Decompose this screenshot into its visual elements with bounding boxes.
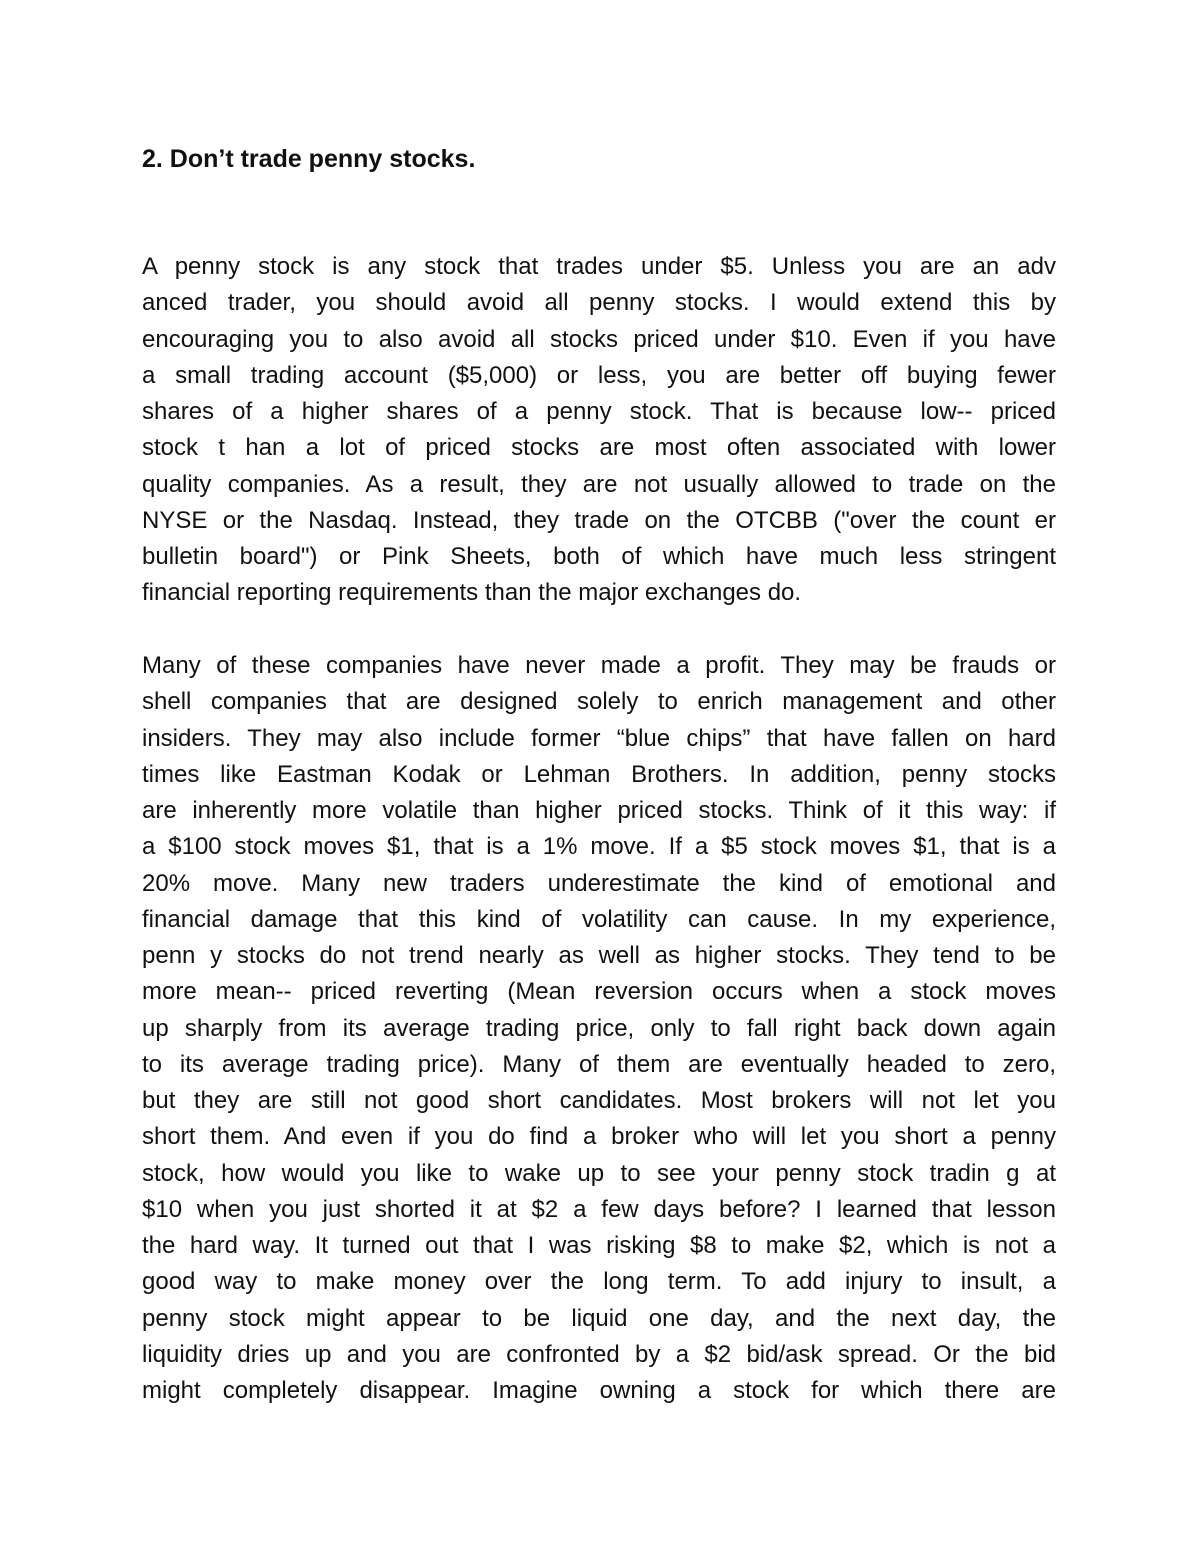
text-line: stock t han a lot of priced stocks are most often associated with lower xyxy=(142,434,1056,462)
text-line: insiders. They may also include former “blue chips” that have fallen on hard xyxy=(142,724,1056,752)
text-line: penn y stocks do not trend nearly as well as higher stocks. They tend to be xyxy=(142,942,1056,969)
text-line: a small trading account ($5,000) or less, you are better off buying fewer xyxy=(142,361,1056,389)
text-line: but they are still not good short candidates. Most brokers will not let you xyxy=(142,1087,1056,1114)
text-line: good way to make money over the long term. To add injury to insult, a xyxy=(142,1268,1056,1296)
text-line: financial damage that this kind of volatility can cause. In my experience, xyxy=(142,905,1056,933)
text-line: anced trader, you should avoid all penny stocks. I would extend this by xyxy=(142,289,1056,317)
text-line: NYSE or the Nasdaq. Instead, they trade on the OTCBB ("over the count er xyxy=(142,506,1056,534)
text-line: to its average trading price). Many of them are eventually headed to zero, xyxy=(142,1050,1056,1078)
text-line: more mean-- priced reverting (Mean reversion occurs when a stock moves xyxy=(142,978,1056,1006)
paragraph-penny-stock-risks xyxy=(142,648,1056,1409)
text-line: $10 when you just shorted it at $2 a few days before? I learned that lesson xyxy=(142,1195,1056,1223)
text-line: shell companies that are designed solely to enrich management and other xyxy=(142,688,1056,716)
text-line: liquidity dries up and you are confronted by a $2 bid/ask spread. Or the bid xyxy=(142,1340,1056,1368)
text-line: short them. And even if you do find a broker who will let you short a penny xyxy=(142,1123,1056,1151)
text-line: might completely disappear. Imagine owning a stock for which there are xyxy=(142,1377,1056,1404)
text-line: a $100 stock moves $1, that is a 1% move. If a $5 stock moves $1, that is a xyxy=(142,833,1056,861)
text-line: up sharply from its average trading price, only to fall right back down again xyxy=(142,1014,1056,1042)
text-line: 20% move. Many new traders underestimate the kind of emotional and xyxy=(142,869,1056,897)
text-line: penny stock might appear to be liquid one day, and the next day, the xyxy=(142,1304,1056,1332)
text-line: the hard way. It turned out that I was risking $8 to make $2, which is not a xyxy=(142,1232,1056,1259)
text-line: A penny stock is any stock that trades under $5. Unless you are an adv xyxy=(142,253,1056,280)
text-line: bulletin board") or Pink Sheets, both of which have much less stringent xyxy=(142,543,1056,570)
text-line: times like Eastman Kodak or Lehman Brothers. In addition, penny stocks xyxy=(142,760,1056,788)
text-line: Many of these companies have never made a profit. They may be frauds or xyxy=(142,652,1056,679)
text-line: shares of a higher shares of a penny stock. That is because low-- priced xyxy=(142,398,1056,425)
text-line: financial reporting requirements than the major exchanges do. xyxy=(142,579,802,607)
text-line: encouraging you to also avoid all stocks priced under $10. Even if you have xyxy=(142,325,1056,353)
paragraph-penny-stock-definition xyxy=(142,249,1056,612)
text-line: quality companies. As a result, they are not usually allowed to trade on the xyxy=(142,470,1056,498)
text-line: stock, how would you like to wake up to see your penny stock tradin g at xyxy=(142,1159,1056,1187)
section-heading: 2. Don’t trade penny stocks. xyxy=(142,145,476,173)
text-line: are inherently more volatile than higher priced stocks. Think of it this way: if xyxy=(142,797,1056,824)
